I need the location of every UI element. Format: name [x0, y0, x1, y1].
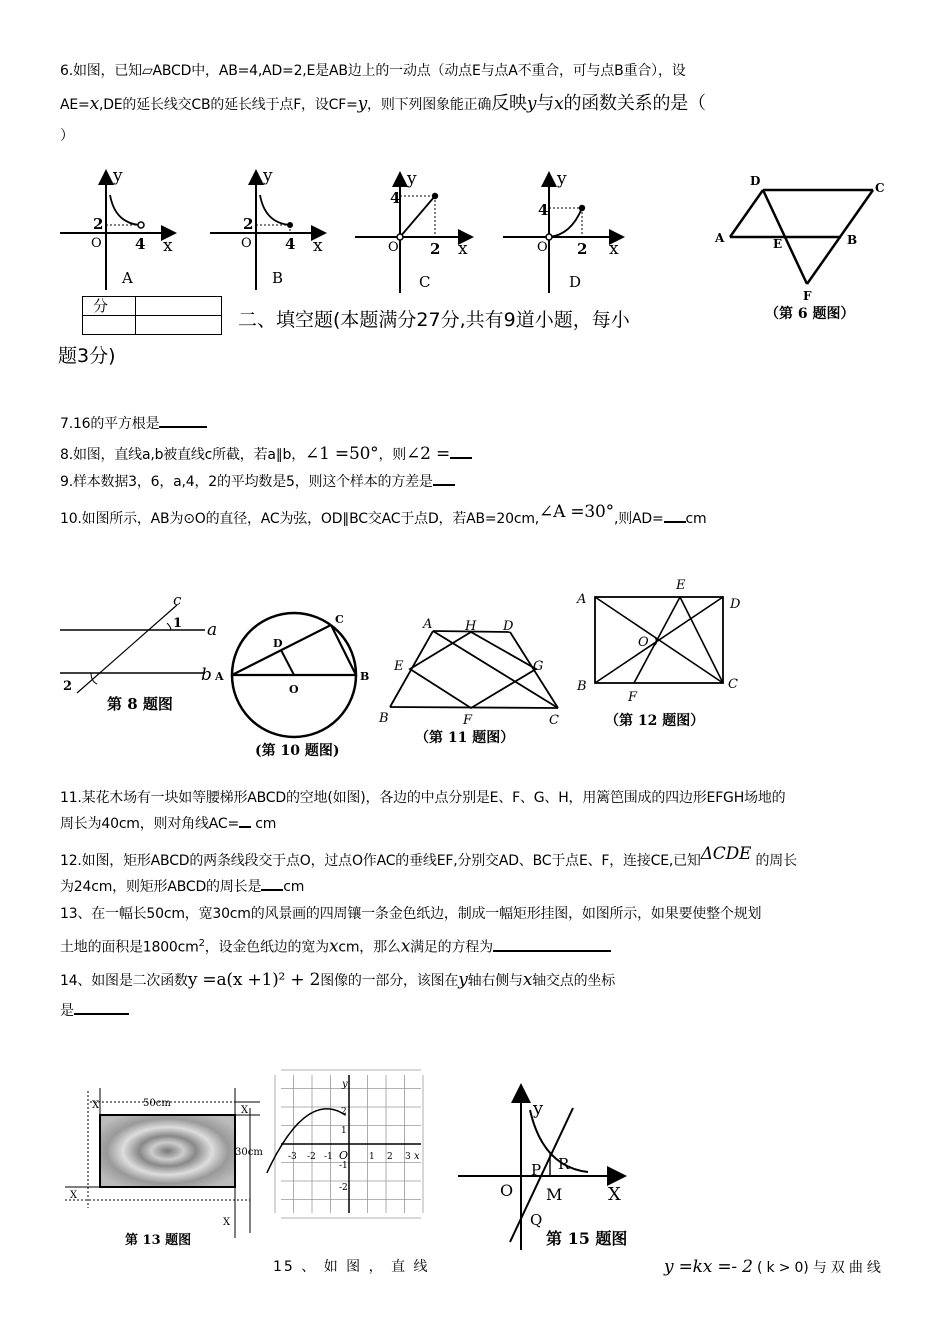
x-tick: 4 [135, 235, 146, 253]
answer-blank[interactable] [159, 412, 207, 428]
figure-caption: 第 8 题图 [107, 695, 173, 713]
score-table [82, 296, 222, 335]
point-label: C [875, 181, 885, 195]
score-cell: 分 [83, 297, 136, 316]
point-label: F [628, 690, 638, 705]
point-label: O [289, 683, 299, 696]
q9 [60, 468, 892, 496]
point-label: C [335, 613, 344, 626]
unit: cm [685, 511, 707, 527]
point-label: M [546, 1185, 563, 1204]
point-label: A [423, 617, 433, 632]
q14-line1 [60, 966, 892, 995]
dim-label: X [241, 1105, 249, 1116]
q14-text: 图像的一部分，该图在 [320, 973, 459, 989]
closed-endpoint [432, 193, 438, 199]
section-title: 二、填空题(本题满分27分,共有9道小题，每小 [238, 309, 630, 331]
q12-text: 为24cm，则矩形ABCD的周长是 [60, 879, 262, 895]
x-tick: -3 [288, 1152, 297, 1162]
figure-10 [215, 605, 380, 765]
score-cell[interactable] [83, 316, 136, 335]
var-y: y [526, 94, 537, 114]
origin-label: O [339, 1149, 349, 1162]
option-label: C [419, 273, 431, 291]
answer-blank[interactable] [664, 507, 686, 523]
q12-text: 12.如图，矩形ABCD的两条线段交于点O，过点O作AC的垂线EF,分别交AD、BC于点E、F，连接CE,已知 [60, 853, 701, 869]
closed-endpoint [579, 205, 585, 211]
q7 [60, 410, 892, 438]
y-axis-label: y [557, 169, 567, 189]
answer-blank[interactable] [433, 470, 455, 486]
unit: cm [283, 879, 305, 895]
q12-line2 [60, 873, 892, 901]
q12-text: 的周长 [751, 853, 797, 869]
q9-text: 9.样本数据3，6，a,4，2的平均数是5，则这个样本的方差是 [60, 474, 433, 490]
angle-expr: ∠1 =50° [305, 444, 379, 464]
q10-text: ,则AD= [613, 511, 664, 527]
figure-13 [55, 1088, 265, 1253]
y-tick: 2 [341, 1107, 347, 1117]
x-tick: 2 [387, 1152, 393, 1162]
q8 [60, 440, 892, 469]
point-label: D [730, 597, 741, 612]
line-label: c [173, 591, 182, 609]
figure-caption: （第 6 题图） [765, 306, 855, 322]
closed-endpoint [287, 222, 293, 228]
x-tick: 4 [285, 235, 296, 253]
answer-blank[interactable] [239, 812, 251, 828]
x-tick: 2 [577, 240, 588, 258]
answer-blank[interactable] [493, 936, 611, 952]
dim-label: 30cm [235, 1147, 263, 1158]
q15-text-a: 15 、 如 图 ， 直 线 [273, 1259, 430, 1275]
score-cell[interactable] [136, 297, 222, 316]
dim-label: X [70, 1190, 78, 1201]
y-tick: -1 [339, 1161, 348, 1171]
angle-label: 2 [63, 679, 73, 694]
var-y: y [357, 94, 368, 114]
y-tick: 2 [243, 215, 254, 233]
figure-15 [458, 1082, 648, 1252]
dim-label: X [223, 1217, 231, 1228]
point-label: D [503, 619, 514, 634]
point-label: B [577, 679, 587, 694]
point-label: D [750, 174, 761, 188]
axis-label: y [533, 1098, 544, 1119]
point-label: E [394, 659, 404, 674]
q13-text: ，设金色纸边的宽为 [204, 939, 329, 956]
figure-caption: 第 13 题图 [125, 1233, 192, 1248]
var-x: x [89, 94, 99, 114]
y-tick: 4 [390, 189, 401, 207]
graph-option-a[interactable] [60, 166, 173, 290]
q14-text: 轴右侧与 [467, 973, 523, 989]
parabola-curve [267, 1109, 349, 1173]
q15-text-b [664, 1253, 904, 1282]
q6-text: ,DE的延长线交CB的延长线于点F，设CF= [98, 97, 358, 113]
point-label: E [773, 237, 783, 251]
y-axis-label: y [342, 1079, 348, 1090]
q12-line1 [60, 846, 892, 875]
triangle-expr: ΔCDE [700, 844, 752, 864]
point-label: F [803, 289, 812, 303]
q8-text: 8.如图，直线a,b被直线c所截，若a∥b， [60, 447, 306, 463]
var-x: x [554, 94, 564, 114]
point-label: E [676, 578, 686, 593]
formula: y =kx =- 2 [664, 1257, 753, 1277]
q8-text: ，则 [378, 447, 407, 463]
axis-label: X [608, 1184, 621, 1205]
q6-figure [705, 170, 905, 330]
point-label: B [360, 670, 370, 683]
line-label: b [201, 665, 212, 685]
q6-line2 [60, 90, 892, 119]
option-label: B [272, 269, 284, 287]
q6-text: 反映 [491, 93, 527, 114]
var-x: x [400, 936, 411, 957]
q14-text: 是 [60, 1003, 74, 1019]
angle-expr: ∠A =30° [539, 502, 614, 522]
dim-label: X [92, 1100, 100, 1111]
section-title-cont: 题3分) [58, 345, 116, 367]
q15-text: 与 双 曲 线 [812, 1260, 881, 1276]
x-tick: -1 [324, 1152, 333, 1162]
answer-blank[interactable] [261, 875, 283, 891]
dim-label: 50cm [143, 1098, 171, 1109]
graph-option-c[interactable] [355, 169, 470, 293]
var-x: x [328, 936, 339, 957]
q6-text: ，则下列图象能正确 [367, 97, 492, 113]
y-axis-label: y [113, 166, 123, 186]
q11-line1: 11.某花木场有一块如等腰梯形ABCD的空地(如图)，各边的中点分别是E、F、G、H，用篱笆围成的四边形EFGH场地的 [60, 790, 786, 806]
q11-line2 [60, 810, 892, 838]
answer-blank[interactable] [450, 443, 472, 459]
figure-caption: (第 10 题图) [255, 743, 340, 759]
origin-label: O [537, 240, 548, 255]
answer-blank[interactable] [74, 999, 129, 1015]
point-label: Q [530, 1211, 543, 1229]
figure-caption: 第 15 题图 [546, 1229, 628, 1248]
point-label: H [465, 619, 477, 634]
line-label: a [207, 620, 218, 640]
q10 [60, 504, 892, 533]
x-axis-label: x [609, 239, 619, 259]
unit: cm [251, 816, 277, 832]
x-tick: 2 [430, 240, 441, 258]
point-label: R [558, 1155, 570, 1173]
var-x: x [522, 970, 533, 990]
graph-option-b[interactable] [210, 166, 323, 290]
origin-label: O [388, 240, 399, 255]
graph-option-d[interactable] [503, 169, 621, 293]
point-label: B [847, 233, 858, 247]
origin-label: O [500, 1181, 514, 1200]
q14-line2 [60, 997, 892, 1025]
x-axis-label: x [414, 1151, 420, 1162]
condition: ( k > 0) [757, 1260, 809, 1276]
figure-12 [570, 575, 760, 735]
y-axis-label: y [263, 166, 273, 186]
q6-line3: ） [60, 128, 74, 144]
point-label: F [463, 713, 473, 728]
q14-text: 14、如图是二次函数 [60, 973, 188, 989]
q11-text: 周长为40cm，则对角线AC= [60, 816, 239, 832]
point-label: G [533, 659, 544, 674]
var-y: y [458, 970, 468, 990]
q6-line1: 6.如图，已知▱ABCD中，AB=4,AD=2,E是AB边上的一动点（动点E与点A不重合，可与点B重合），设 [60, 63, 686, 79]
q7-text: 7.16的平方根是 [60, 416, 160, 432]
x-tick: 3 [405, 1152, 411, 1162]
q10-text: 10.如图所示，AB为⊙O的直径，AC为弦，OD∥BC交AC于点D，若AB=20cm, [60, 511, 540, 527]
x-axis-label: x [458, 239, 468, 259]
q13-text: 满足的方程为 [410, 939, 493, 956]
q13-line2 [60, 930, 892, 962]
figure-caption: （第 11 题图） [415, 730, 515, 746]
y-tick: 1 [341, 1126, 347, 1136]
score-cell[interactable] [136, 316, 222, 335]
angle-label: 1 [173, 616, 183, 631]
open-endpoint [138, 222, 144, 228]
q13-text: cm，那么 [338, 939, 401, 956]
point-label: A [215, 670, 224, 683]
figure-14-chart [281, 1075, 421, 1213]
superscript: 2 [198, 938, 205, 949]
y-tick: 4 [538, 201, 549, 219]
point-label: A [715, 231, 725, 245]
point-label: C [728, 677, 738, 692]
q6-text: 与 [536, 93, 555, 114]
q6-text: AE= [60, 97, 90, 113]
angle-expr: ∠2 = [406, 444, 451, 464]
point-label: C [549, 713, 559, 728]
q6-text: 的函数关系的是（ [563, 93, 706, 114]
origin-label: O [241, 236, 252, 251]
q6-option-graphs [55, 165, 645, 295]
y-tick: 2 [93, 215, 104, 233]
q13-text: 土地的面积是1800cm [60, 939, 199, 956]
x-tick: 1 [369, 1152, 375, 1162]
point-label: A [577, 592, 587, 607]
origin-label: O [91, 236, 102, 251]
formula: y =a(x +1)² + 2 [187, 970, 321, 990]
q14-text: 轴交点的坐标 [532, 973, 616, 989]
y-axis-label: y [407, 169, 417, 189]
y-tick: -2 [339, 1183, 348, 1193]
point-label: O [638, 635, 649, 650]
point-label: D [273, 637, 283, 650]
q13-line1: 13、在一幅长50cm，宽30cm的风景画的四周镶一条金色纸边，制成一幅矩形挂图，如图所示，如果要使整个规划 [60, 906, 762, 922]
figure-caption: （第 12 题图） [605, 713, 705, 729]
point-label: P [531, 1161, 542, 1179]
option-label: D [569, 273, 582, 291]
point-label: B [379, 711, 389, 726]
x-axis-label: x [163, 236, 173, 256]
painting [100, 1115, 235, 1187]
x-tick: -2 [307, 1152, 316, 1162]
x-axis-label: x [313, 236, 323, 256]
figure-8 [55, 585, 230, 720]
option-label: A [122, 269, 133, 287]
figure-11 [375, 612, 570, 752]
